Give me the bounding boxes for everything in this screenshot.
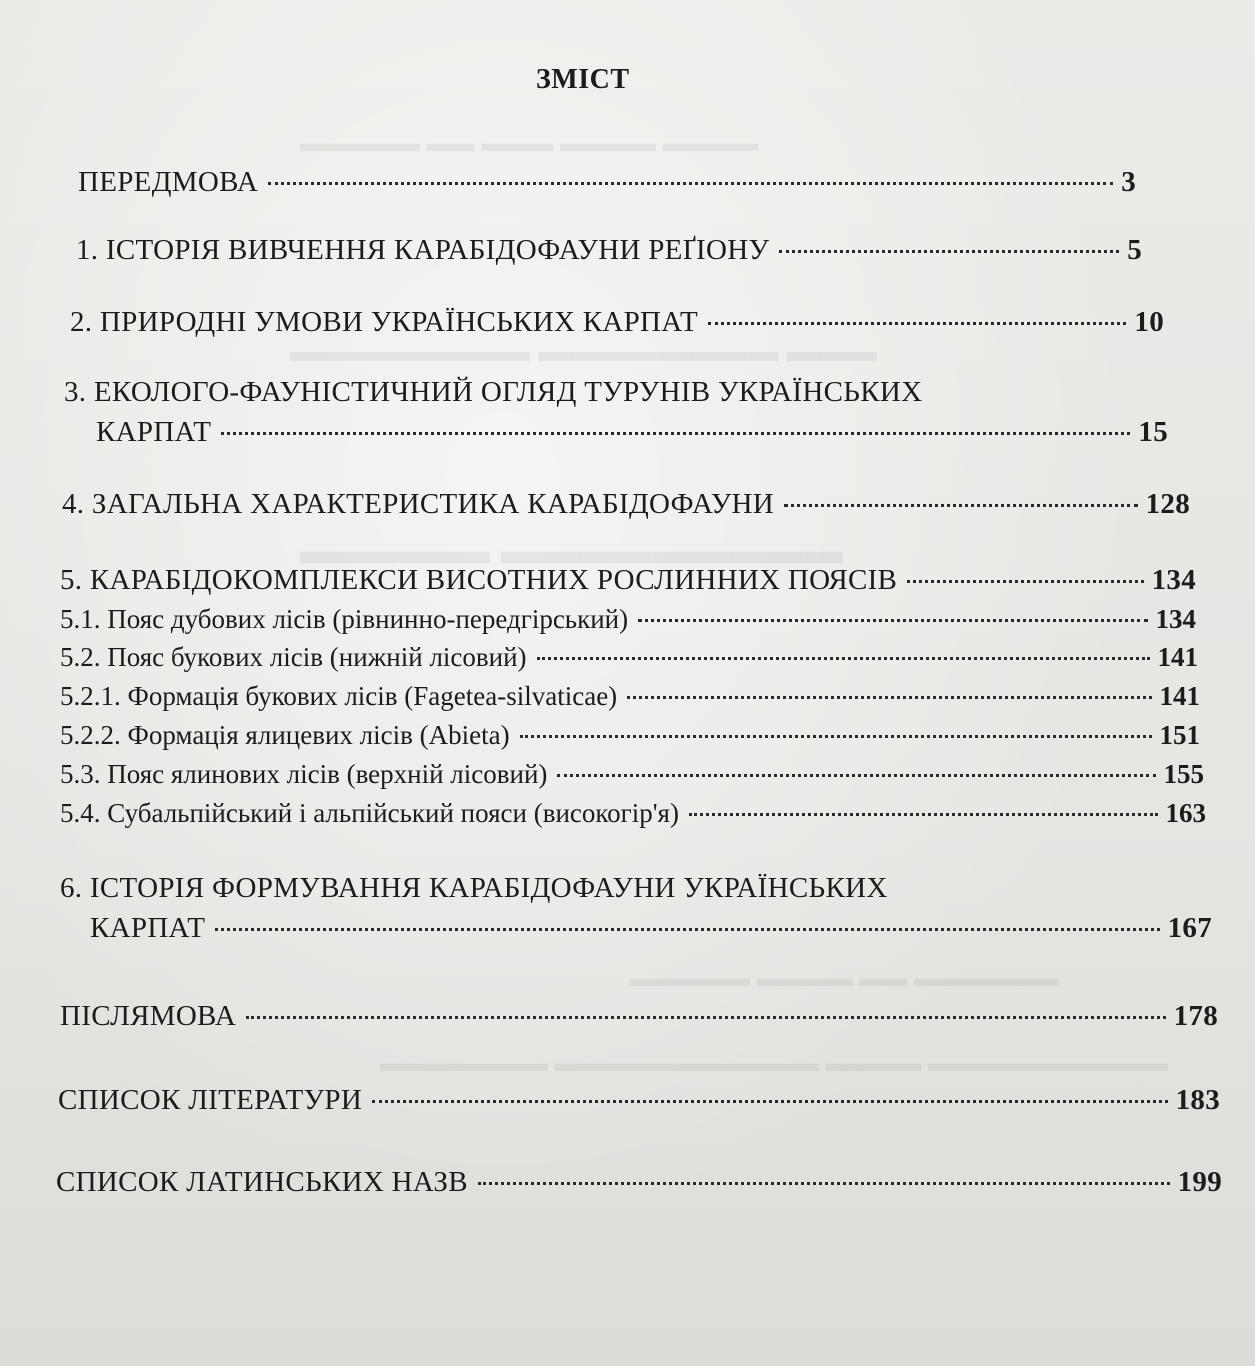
dot-leader bbox=[537, 657, 1150, 660]
page-title: ЗМІСТ bbox=[536, 64, 630, 95]
toc-entry-label: 5.2.2. Формація ялицевих лісів (Abieta) bbox=[60, 720, 510, 750]
toc-entry-references[interactable] bbox=[58, 1084, 1220, 1117]
toc-entry-section-5-4[interactable] bbox=[60, 798, 1206, 829]
toc-entry-chapter-1[interactable] bbox=[76, 234, 1142, 267]
toc-entry-chapter-5[interactable] bbox=[60, 564, 1196, 597]
dot-leader bbox=[215, 928, 1159, 931]
toc-entry-chapter-3[interactable] bbox=[96, 416, 1168, 449]
toc-entry-page: 3 bbox=[1121, 166, 1136, 198]
toc-entry-latin-names-index[interactable] bbox=[56, 1166, 1222, 1199]
dot-leader bbox=[907, 580, 1143, 583]
toc-entry-afterword[interactable] bbox=[60, 1000, 1218, 1033]
dot-leader bbox=[520, 735, 1152, 738]
show-through-shadow: ▬▬▬ ▬▬▬▬▬▬▬▬ ▬▬▬▬▬▬▬▬ bbox=[290, 335, 877, 368]
toc-entry-page: 199 bbox=[1177, 1166, 1222, 1198]
toc-entry-page: 183 bbox=[1175, 1084, 1220, 1116]
toc-entry-page: 10 bbox=[1134, 306, 1164, 338]
toc-entry-label: КАРПАТ bbox=[90, 912, 206, 944]
toc-entry-label: 5.2.1. Формація букових лісів (Fagetea-silvaticae) bbox=[60, 681, 618, 711]
toc-entry-chapter-3-line1: 3. ЕКОЛОГО-ФАУНІСТИЧНИЙ ОГЛЯД ТУРУНІВ УКРАЇНСЬКИХ bbox=[64, 376, 923, 408]
toc-entry-label: 5.3. Пояс ялинових лісів (верхній лісовий) bbox=[60, 759, 548, 789]
toc-entry-label: ПІСЛЯМОВА bbox=[60, 1000, 237, 1032]
toc-entry-chapter-6-line1: 6. ІСТОРІЯ ФОРМУВАННЯ КАРАБІДОФАУНИ УКРАЇНСЬКИХ bbox=[60, 872, 888, 904]
toc-entry-page: 134 bbox=[1151, 564, 1196, 596]
toc-entry-label: КАРПАТ bbox=[96, 416, 212, 448]
dot-leader bbox=[557, 774, 1155, 777]
toc-entry-section-5-1[interactable] bbox=[60, 604, 1196, 635]
dot-leader bbox=[708, 322, 1126, 325]
toc-entry-page: 163 bbox=[1165, 798, 1206, 828]
toc-entry-label: 5.2. Пояс букових лісів (нижній лісовий) bbox=[60, 642, 527, 672]
toc-entry-page: 128 bbox=[1145, 488, 1190, 520]
toc-entry-page: 151 bbox=[1159, 720, 1200, 750]
toc-entry-chapter-2[interactable] bbox=[70, 306, 1164, 339]
toc-entry-page: 5 bbox=[1127, 234, 1142, 266]
toc-entry-label: 1. ІСТОРІЯ ВИВЧЕННЯ КАРАБІДОФАУНИ РЕҐІОНУ bbox=[76, 234, 770, 266]
toc-entry-page: 15 bbox=[1138, 416, 1168, 448]
dot-leader bbox=[246, 1016, 1165, 1019]
toc-entry-page: 141 bbox=[1159, 681, 1200, 711]
toc-entry-label: 5.1. Пояс дубових лісів (рівнинно-передгірський) bbox=[60, 604, 629, 634]
toc-entry-page: 167 bbox=[1167, 912, 1212, 944]
toc-entry-section-5-2[interactable] bbox=[60, 642, 1198, 673]
toc-entry-section-5-2-1[interactable] bbox=[60, 681, 1200, 712]
toc-entry-page: 141 bbox=[1157, 642, 1198, 672]
toc-entry-label: ПЕРЕДМОВА bbox=[78, 166, 259, 198]
show-through-shadow: ▬▬▬▬▬▬ ▬▬ ▬▬▬▬ ▬▬▬▬▬ bbox=[630, 965, 1059, 992]
dot-leader bbox=[689, 813, 1158, 816]
toc-entry-chapter-6[interactable] bbox=[90, 912, 1212, 945]
dot-leader bbox=[221, 432, 1130, 435]
show-through-shadow: ▬▬▬▬▬▬▬▬▬▬ ▬▬▬▬ ▬▬▬▬▬▬▬▬▬▬▬ ▬▬▬▬▬▬▬ bbox=[380, 1050, 1169, 1077]
toc-entry-label: 4. ЗАГАЛЬНА ХАРАКТЕРИСТИКА КАРАБІДОФАУНИ bbox=[62, 488, 775, 520]
toc-entry-label: 5.4. Субальпійський і альпійський пояси (високогір'я) bbox=[60, 798, 679, 828]
toc-entry-page: 155 bbox=[1163, 759, 1204, 789]
dot-leader bbox=[268, 182, 1113, 185]
show-through-shadow: ▬▬▬▬ ▬▬▬▬ ▬▬▬ ▬▬ ▬▬▬▬▬ bbox=[300, 130, 759, 157]
toc-entry-preface[interactable] bbox=[78, 166, 1136, 199]
toc-entry-label: 2. ПРИРОДНІ УМОВИ УКРАЇНСЬКИХ КАРПАТ bbox=[70, 306, 698, 338]
show-through-shadow: ▬▬▬▬▬▬▬▬▬ ▬▬▬▬▬ bbox=[300, 530, 843, 572]
toc-entry-section-5-2-2[interactable] bbox=[60, 720, 1200, 751]
toc-entry-page: 178 bbox=[1173, 1000, 1218, 1032]
dot-leader bbox=[638, 619, 1147, 622]
toc-entry-section-5-3[interactable] bbox=[60, 759, 1204, 790]
dot-leader bbox=[372, 1100, 1168, 1103]
toc-entry-label: СПИСОК ЛАТИНСЬКИХ НАЗВ bbox=[56, 1166, 468, 1198]
dot-leader bbox=[478, 1182, 1170, 1185]
toc-entry-label: 5. КАРАБІДОКОМПЛЕКСИ ВИСОТНИХ РОСЛИННИХ ПОЯСІВ bbox=[60, 564, 898, 596]
dot-leader bbox=[784, 504, 1138, 507]
toc-entry-label: СПИСОК ЛІТЕРАТУРИ bbox=[58, 1084, 363, 1116]
toc-entry-page: 134 bbox=[1155, 604, 1196, 634]
dot-leader bbox=[627, 696, 1151, 699]
toc-entry-chapter-4[interactable] bbox=[62, 488, 1190, 521]
dot-leader bbox=[779, 250, 1119, 253]
